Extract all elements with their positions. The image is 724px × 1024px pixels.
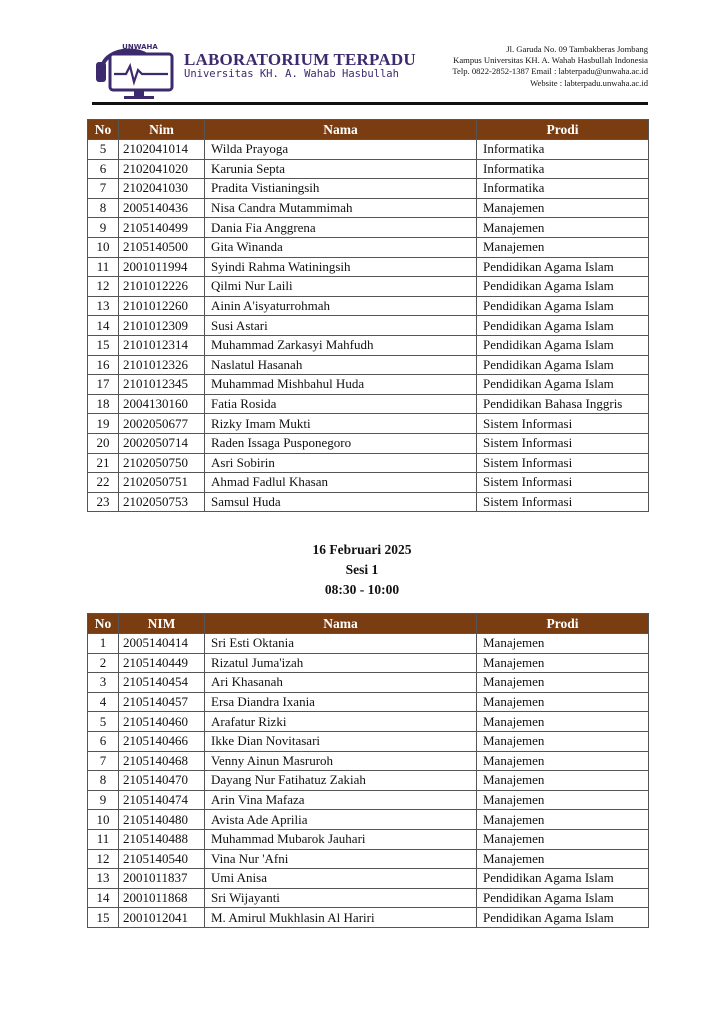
address-line: Kampus Universitas KH. A. Wahab Hasbullah Indonesia [453,55,648,66]
cell-nim: 2105140470 [119,771,205,791]
table-row [88,277,649,297]
col-header-nama: Nama [205,614,477,634]
cell-nama: Muhammad Zarkasyi Mahfudh [205,335,477,355]
cell-no: 17 [88,375,119,395]
participants-table-sesi-1 [87,613,649,928]
session-number: Sesi 1 [345,562,379,577]
cell-nama: M. Amirul Mukhlasin Al Hariri [205,908,477,928]
cell-nama: Dayang Nur Fatihatuz Zakiah [205,771,477,791]
cell-nama: Muhammad Mishbahul Huda [205,375,477,395]
cell-nim: 2105140454 [119,673,205,693]
cell-no: 18 [88,394,119,414]
table-row [88,257,649,277]
cell-prodi: Pendidikan Agama Islam [477,375,649,395]
cell-prodi: Pendidikan Agama Islam [477,296,649,316]
cell-no: 14 [88,316,119,336]
cell-prodi: Manajemen [477,790,649,810]
table-row [88,394,649,414]
cell-prodi: Informatika [477,159,649,179]
cell-no: 14 [88,888,119,908]
cell-prodi: Pendidikan Agama Islam [477,908,649,928]
cell-nim: 2005140414 [119,634,205,654]
table-header-row [88,120,649,140]
cell-nama: Samsul Huda [205,492,477,512]
cell-no: 2 [88,653,119,673]
cell-prodi: Pendidikan Bahasa Inggris [477,394,649,414]
cell-prodi: Sistem Informasi [477,453,649,473]
table-row [88,771,649,791]
cell-nim: 2001012041 [119,908,205,928]
session-heading [0,540,724,600]
cell-prodi: Pendidikan Agama Islam [477,869,649,889]
cell-no: 12 [88,849,119,869]
col-header-prodi: Prodi [477,614,649,634]
cell-nim: 2101012314 [119,335,205,355]
cell-nama: Wilda Prayoga [205,140,477,160]
table-row [88,790,649,810]
table-row [88,634,649,654]
col-header-no: No [88,120,119,140]
cell-nama: Ari Khasanah [205,673,477,693]
cell-nim: 2002050677 [119,414,205,434]
cell-no: 13 [88,869,119,889]
cell-no: 1 [88,634,119,654]
col-header-nim: NIM [119,614,205,634]
cell-no: 8 [88,198,119,218]
cell-prodi: Manajemen [477,849,649,869]
cell-prodi: Manajemen [477,810,649,830]
cell-nama: Karunia Septa [205,159,477,179]
cell-nim: 2002050714 [119,433,205,453]
lab-logo-icon [92,36,176,102]
table-row [88,237,649,257]
table-row [88,375,649,395]
logo-text: UNWAHA [122,43,158,51]
cell-nama: Syindi Rahma Watiningsih [205,257,477,277]
cell-prodi: Pendidikan Agama Islam [477,316,649,336]
cell-prodi: Manajemen [477,237,649,257]
participants-table-continued [87,119,649,512]
cell-no: 16 [88,355,119,375]
cell-nama: Fatia Rosida [205,394,477,414]
table-row [88,908,649,928]
table-row [88,673,649,693]
cell-no: 15 [88,908,119,928]
cell-no: 11 [88,257,119,277]
cell-nim: 2102041020 [119,159,205,179]
cell-prodi: Informatika [477,140,649,160]
cell-prodi: Manajemen [477,712,649,732]
cell-nama: Umi Anisa [205,869,477,889]
letterhead-divider [92,102,648,105]
cell-prodi: Pendidikan Agama Islam [477,277,649,297]
table-row [88,712,649,732]
cell-no: 13 [88,296,119,316]
cell-prodi: Manajemen [477,771,649,791]
cell-no: 7 [88,751,119,771]
table-row [88,692,649,712]
cell-nim: 2001011837 [119,869,205,889]
cell-prodi: Manajemen [477,692,649,712]
cell-nama: Sri Esti Oktania [205,634,477,654]
cell-nim: 2105140468 [119,751,205,771]
table-row [88,473,649,493]
cell-nim: 2105140488 [119,829,205,849]
cell-prodi: Manajemen [477,198,649,218]
table-row [88,453,649,473]
cell-no: 3 [88,673,119,693]
col-header-nim: Nim [119,120,205,140]
table-row [88,296,649,316]
cell-prodi: Manajemen [477,731,649,751]
table-row [88,198,649,218]
cell-nim: 2102041030 [119,179,205,199]
org-subtitle: Universitas KH. A. Wahab Hasbullah [184,68,399,80]
cell-prodi: Manajemen [477,653,649,673]
cell-nama: Nisa Candra Mutammimah [205,198,477,218]
cell-nama: Ikke Dian Novitasari [205,731,477,751]
table-row [88,492,649,512]
cell-nama: Raden Issaga Pusponegoro [205,433,477,453]
table-header-row [88,614,649,634]
table-row [88,810,649,830]
cell-no: 8 [88,771,119,791]
cell-nim: 2105140480 [119,810,205,830]
cell-nim: 2105140499 [119,218,205,238]
cell-nama: Susi Astari [205,316,477,336]
cell-no: 11 [88,829,119,849]
cell-no: 5 [88,712,119,732]
table-row [88,159,649,179]
cell-no: 20 [88,433,119,453]
cell-no: 10 [88,237,119,257]
cell-nama: Venny Ainun Masruroh [205,751,477,771]
cell-nim: 2105140457 [119,692,205,712]
cell-nama: Ainin A'isyaturrohmah [205,296,477,316]
cell-nama: Rizky Imam Mukti [205,414,477,434]
cell-prodi: Pendidikan Agama Islam [477,257,649,277]
session-date: 16 Februari 2025 [312,542,412,557]
cell-prodi: Sistem Informasi [477,473,649,493]
cell-no: 15 [88,335,119,355]
cell-prodi: Manajemen [477,751,649,771]
cell-nama: Muhammad Mubarok Jauhari [205,829,477,849]
cell-nama: Qilmi Nur Laili [205,277,477,297]
cell-nim: 2101012309 [119,316,205,336]
cell-prodi: Informatika [477,179,649,199]
cell-nim: 2005140436 [119,198,205,218]
cell-no: 9 [88,218,119,238]
session-time: 08:30 - 10:00 [324,582,400,597]
cell-nim: 2102050753 [119,492,205,512]
cell-nama: Rizatul Juma'izah [205,653,477,673]
table-row [88,849,649,869]
cell-nama: Arafatur Rizki [205,712,477,732]
cell-no: 5 [88,140,119,160]
col-header-prodi: Prodi [477,120,649,140]
table-row [88,751,649,771]
cell-prodi: Sistem Informasi [477,492,649,512]
cell-prodi: Pendidikan Agama Islam [477,888,649,908]
cell-no: 7 [88,179,119,199]
table-row [88,140,649,160]
cell-nim: 2004130160 [119,394,205,414]
letterhead [0,0,724,110]
website-line: Website : labterpadu.unwaha.ac.id [530,77,648,88]
address-line: Jl. Garuda No. 09 Tambakberas Jombang [506,44,648,54]
cell-nama: Sri Wijayanti [205,888,477,908]
cell-nim: 2102041014 [119,140,205,160]
cell-prodi: Pendidikan Agama Islam [477,355,649,375]
cell-nama: Asri Sobirin [205,453,477,473]
cell-no: 6 [88,159,119,179]
org-name: LABORATORIUM TERPADU [184,50,416,69]
cell-nim: 2105140500 [119,237,205,257]
table-row [88,829,649,849]
contact-line: Telp. 0822-2852-1387 Email : labterpadu@unwaha.ac.id [452,66,648,77]
table-row [88,335,649,355]
table-row [88,316,649,336]
cell-nim: 2105140449 [119,653,205,673]
cell-nim: 2001011868 [119,888,205,908]
cell-no: 9 [88,790,119,810]
table-row [88,731,649,751]
cell-no: 23 [88,492,119,512]
table-row [88,433,649,453]
table-row [88,653,649,673]
cell-no: 10 [88,810,119,830]
cell-prodi: Manajemen [477,634,649,654]
table-row [88,355,649,375]
cell-no: 4 [88,692,119,712]
cell-nim: 2105140460 [119,712,205,732]
cell-nama: Ahmad Fadlul Khasan [205,473,477,493]
table-row [88,869,649,889]
cell-nim: 2101012226 [119,277,205,297]
cell-nama: Dania Fia Anggrena [205,218,477,238]
address-block [452,44,648,89]
cell-nama: Vina Nur 'Afni [205,849,477,869]
cell-prodi: Sistem Informasi [477,433,649,453]
col-header-no: No [88,614,119,634]
cell-prodi: Manajemen [477,673,649,693]
table-row [88,414,649,434]
cell-nama: Avista Ade Aprilia [205,810,477,830]
cell-nim: 2105140474 [119,790,205,810]
table-row [88,888,649,908]
cell-nim: 2101012345 [119,375,205,395]
cell-nim: 2001011994 [119,257,205,277]
cell-nim: 2105140466 [119,731,205,751]
cell-nama: Pradita Vistianingsih [205,179,477,199]
cell-nama: Naslatul Hasanah [205,355,477,375]
cell-no: 12 [88,277,119,297]
cell-prodi: Sistem Informasi [477,414,649,434]
table-row [88,218,649,238]
cell-nim: 2101012326 [119,355,205,375]
cell-prodi: Pendidikan Agama Islam [477,335,649,355]
cell-no: 22 [88,473,119,493]
cell-prodi: Manajemen [477,218,649,238]
cell-nama: Ersa Diandra Ixania [205,692,477,712]
cell-no: 21 [88,453,119,473]
cell-no: 19 [88,414,119,434]
cell-nim: 2102050751 [119,473,205,493]
cell-nim: 2101012260 [119,296,205,316]
cell-nama: Gita Winanda [205,237,477,257]
cell-nim: 2102050750 [119,453,205,473]
cell-nama: Arin Vina Mafaza [205,790,477,810]
cell-no: 6 [88,731,119,751]
col-header-nama: Nama [205,120,477,140]
table-row [88,179,649,199]
cell-nim: 2105140540 [119,849,205,869]
cell-prodi: Manajemen [477,829,649,849]
